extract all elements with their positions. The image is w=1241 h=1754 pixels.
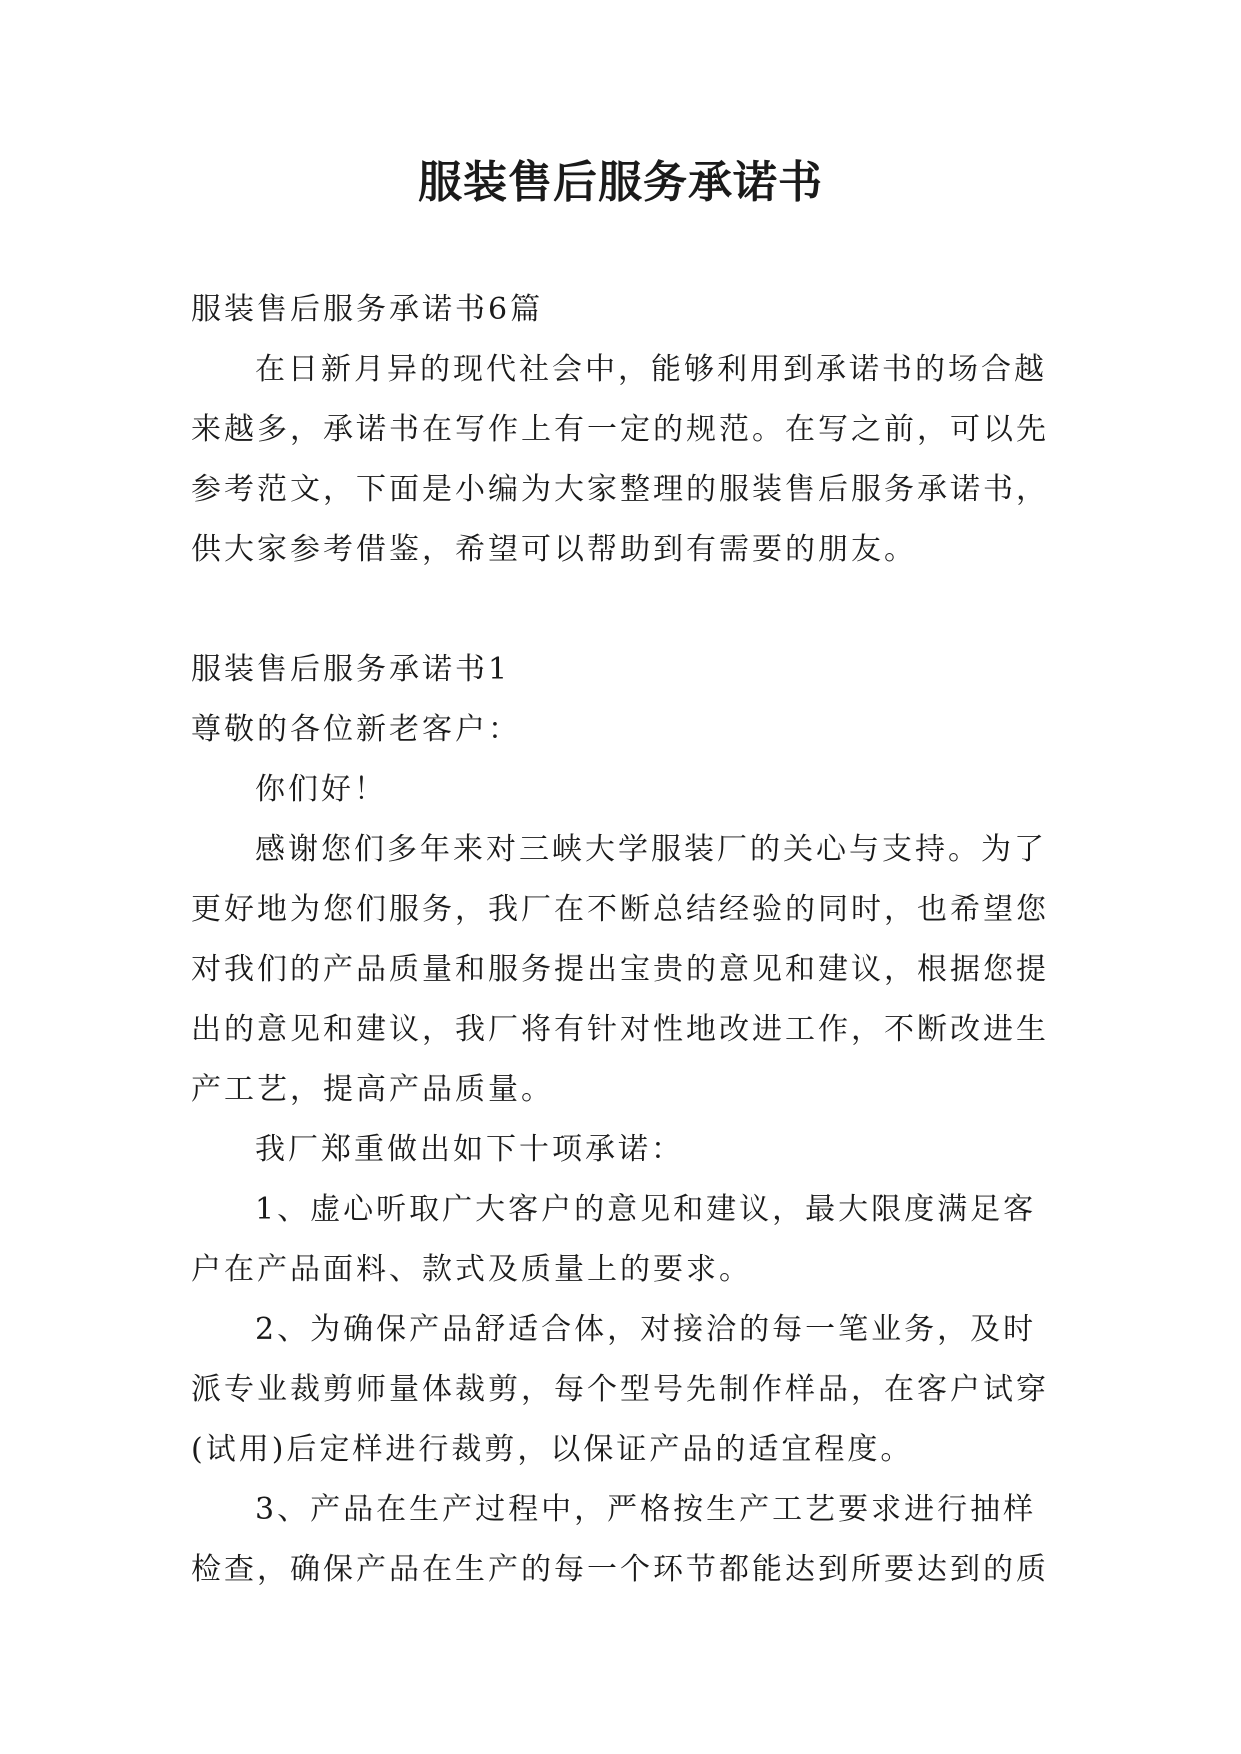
document-subtitle: 服装售后服务承诺书6篇 <box>191 292 544 327</box>
section-heading: 服装售后服务承诺书1 <box>191 652 511 687</box>
salutation: 尊敬的各位新老客户： <box>191 712 521 747</box>
document-body <box>191 280 1061 1600</box>
commitment-item: 3、产品在生产过程中，严格按生产工艺要求进行抽样检查，确保产品在生产的每一个环节都能达到所要达到的质 <box>191 1492 1049 1587</box>
document-title: 服装售后服务承诺书 <box>418 157 823 208</box>
body-paragraph: 感谢您们多年来对三峡大学服装厂的关心与支持。为了更好地为您们服务，我厂在不断总结经验的同时，也希望您对我们的产品质量和服务提出宝贵的意见和建议，根据您提出的意见和建议，我厂将有针对性地改进工作，不断改进生产工艺，提高产品质量。 <box>191 832 1049 1107</box>
greeting: 你们好！ <box>255 772 387 807</box>
commitment-intro: 我厂郑重做出如下十项承诺： <box>255 1132 684 1167</box>
intro-paragraph: 在日新月异的现代社会中，能够利用到承诺书的场合越来越多，承诺书在写作上有一定的规范。在写之前，可以先参考范文，下面是小编为大家整理的服装售后服务承诺书，供大家参考借鉴，希望可以帮助到有需要的朋友。 <box>191 352 1049 567</box>
commitment-item: 1、虚心听取广大客户的意见和建议，最大限度满足客户在产品面料、款式及质量上的要求。 <box>191 1192 1037 1287</box>
commitment-item: 2、为确保产品舒适合体，对接洽的每一笔业务，及时派专业裁剪师量体裁剪，每个型号先制作样品，在客户试穿(试用)后定样进行裁剪，以保证产品的适宜程度。 <box>191 1312 1049 1467</box>
